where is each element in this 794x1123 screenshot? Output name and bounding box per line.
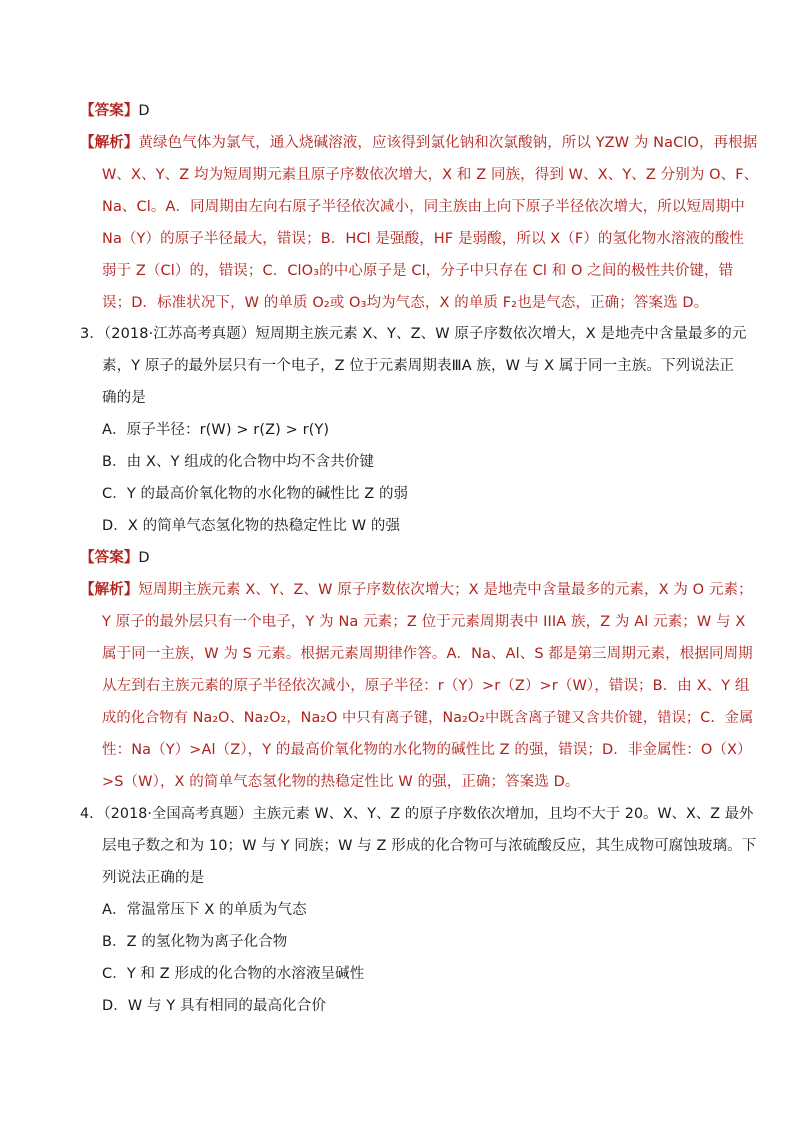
analysis-line bbox=[80, 133, 757, 153]
analysis-text: 从左到右主族元素的原子半径依次减小，原子半径：r（Y）>r（Z）>r（W），错误；B．由 X、Y 组 bbox=[102, 678, 750, 694]
answer-value: D bbox=[138, 103, 150, 119]
answer-line bbox=[80, 548, 150, 568]
analysis-text: Na、Cl。A．同周期由左向右原子半径依次减小，同主族由上向下原子半径依次增大，所以短周期中 bbox=[102, 199, 745, 215]
option-c: C．Y 和 Z 形成的化合物的水溶液呈碱性 bbox=[102, 966, 365, 982]
answer-line bbox=[80, 101, 150, 121]
question-stem: 层电子数之和为 10；W 与 Y 同族；W 与 Z 形成的化合物可与浓硫酸反应，其生成物可腐蚀玻璃。下 bbox=[102, 838, 757, 854]
question-stem: 列说法正确的是 bbox=[102, 870, 205, 886]
analysis-tag: 【解析】 bbox=[80, 582, 139, 598]
question-stem: 素，Y 原子的最外层只有一个电子，Z 位于元素周期表ⅢA 族，W 与 X 属于同一主族。下列说法正 bbox=[102, 358, 735, 374]
question-stem: 3．（2018·江苏高考真题）短周期主族元素 X、Y、Z、W 原子序数依次增大，X 是地壳中含量最多的元 bbox=[80, 326, 747, 342]
question-stem: 确的是 bbox=[102, 390, 146, 406]
analysis-text: >S（W），X 的简单气态氢化物的热稳定性比 W 的强，正确；答案选 D。 bbox=[102, 774, 580, 790]
analysis-text: 短周期主族元素 X、Y、Z、W 原子序数依次增大；X 是地壳中含量最多的元素，X 为 O 元素； bbox=[138, 582, 753, 598]
question-stem: 4．（2018·全国高考真题）主族元素 W、X、Y、Z 的原子序数依次增加，且均不大于 20。W、X、Z 最外 bbox=[80, 806, 754, 822]
option-a: A．原子半径：r(W) > r(Z) > r(Y) bbox=[102, 422, 330, 438]
option-d: D．W 与 Y 具有相同的最高化合价 bbox=[102, 998, 326, 1014]
option-a: A．常温常压下 X 的单质为气态 bbox=[102, 902, 307, 918]
option-b: B．Z 的氢化物为离子化合物 bbox=[102, 934, 288, 950]
option-c: C．Y 的最高价氧化物的水化物的碱性比 Z 的弱 bbox=[102, 486, 409, 502]
analysis-text: 弱于 Z（Cl）的，错误；C．ClO₃的中心原子是 Cl，分子中只存在 Cl 和 O 之间的极性共价键，错 bbox=[102, 263, 734, 279]
analysis-text: 误；D．标准状况下，W 的单质 O₂或 O₃均为气态，X 的单质 F₂也是气态，正确；答案选 D。 bbox=[102, 295, 709, 311]
answer-value: D bbox=[138, 550, 150, 566]
option-d: D．X 的简单气态氢化物的热稳定性比 W 的强 bbox=[102, 518, 401, 534]
analysis-text: Na（Y）的原子半径最大，错误；B．HCl 是强酸，HF 是弱酸，所以 X（F）的氢化物水溶液的酸性 bbox=[102, 231, 744, 247]
analysis-text: 性：Na（Y）>Al（Z），Y 的最高价氧化物的水化物的碱性比 Z 的强，错误；D．非金属性：O（X） bbox=[102, 742, 752, 758]
analysis-text: Y 原子的最外层只有一个电子，Y 为 Na 元素；Z 位于元素周期表中 IIIA 族，Z 为 Al 元素；W 与 X bbox=[102, 614, 746, 630]
analysis-tag: 【解析】 bbox=[80, 135, 139, 151]
analysis-line bbox=[80, 580, 753, 600]
analysis-text: 属于同一主族，W 为 S 元素。根据元素周期律作答。A．Na、Al、S 都是第三周期元素，根据同周期 bbox=[102, 646, 753, 662]
answer-tag: 【答案】 bbox=[80, 103, 139, 119]
analysis-text: 黄绿色气体为氯气，通入烧碱溶液，应该得到氯化钠和次氯酸钠，所以 YZW 为 NaClO，再根据 bbox=[138, 135, 758, 151]
analysis-text: 成的化合物有 Na₂O、Na₂O₂，Na₂O 中只有离子键，Na₂O₂中既含离子键又含共价键，错误；C．金属 bbox=[102, 710, 754, 726]
analysis-text: W、X、Y、Z 均为短周期元素且原子序数依次增大，X 和 Z 同族，得到 W、X、Y、Z 分别为 O、F、 bbox=[102, 167, 759, 183]
answer-tag: 【答案】 bbox=[80, 550, 139, 566]
option-b: B．由 X、Y 组成的化合物中均不含共价键 bbox=[102, 454, 375, 470]
